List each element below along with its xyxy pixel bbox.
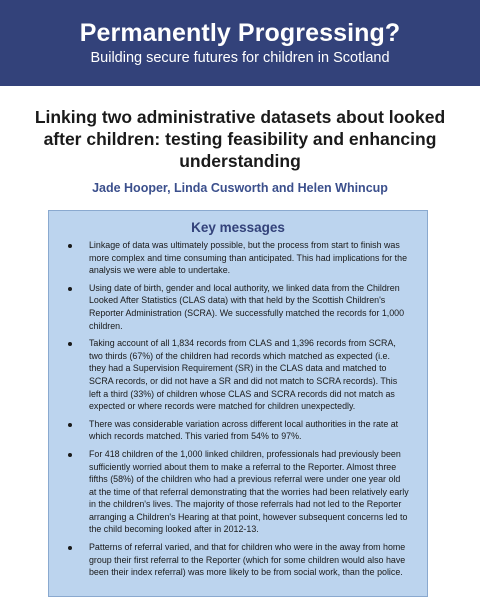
list-item: [49, 337, 427, 413]
bullet-icon: [68, 342, 72, 346]
list-item: [49, 418, 427, 443]
key-message-text: Linkage of data was ultimately possible, but the process from start to finish was more complex and time consuming than anticipated. This had implications for the analysis we were able to undertake.: [89, 240, 408, 276]
bullet-icon: [68, 423, 72, 427]
banner-subtitle: Building secure futures for children in Scotland: [90, 50, 390, 66]
bullet-icon: [68, 546, 72, 550]
key-messages-box: [48, 210, 428, 597]
bullet-icon: [68, 244, 72, 248]
bullet-icon: [68, 453, 72, 457]
list-item: [49, 282, 427, 332]
header-banner: [0, 0, 480, 86]
key-message-text: Using date of birth, gender and local authority, we linked data from the Children Looked After Statistics (CLAS data) with that held by the Scottish Children's Reporter Administration (SCRA). We successfully matched the records for 1,000 children.: [89, 282, 405, 331]
key-message-text: Taking account of all 1,834 records from CLAS and 1,396 records from SCRA, two thirds (67%) of the children had records which matched as expected (i.e. they had a Supervision Requirement (SR) in the CLAS data and matched to SCRA records, or did not have a SR and did not match to SCRA records). This left a third (33%) of children whose CLAS and SCRA records did not match as expected or where records were matched for children unexpectedly.: [89, 338, 398, 412]
list-item: [49, 541, 427, 579]
key-message-text: Patterns of referral varied, and that for children who were in the away from home group their first referral to the Reporter (which for some children would also have been their index referral) was more likely to be from social work, than the police.: [89, 542, 406, 578]
key-messages-list: [49, 239, 427, 584]
bullet-icon: [68, 287, 72, 291]
key-message-text: There was considerable variation across different local authorities in the rate at which records matched. This varied from 54% to 97%.: [89, 418, 399, 442]
key-messages-heading: Key messages: [191, 220, 285, 235]
banner-title: Permanently Progressing?: [79, 19, 401, 47]
list-item: [49, 448, 427, 536]
document-authors: Jade Hooper, Linda Cusworth and Helen Whincup: [92, 181, 388, 195]
key-message-text: For 418 children of the 1,000 linked children, professionals had previously been sufficiently worried about them to make a referral to the Reporter. Almost three fifths (58%) of the children who had a previous referral were under one year old at the time of that referral demonstrating that the worries had been relatively early in the children's lives. The majority of those referrals had not led to the Reporter arranging a Children's Hearing at that point, however subsequent concerns led to the child becoming looked after in 2012-13.: [89, 448, 409, 535]
document-title: Linking two administrative datasets about looked after children: testing feasibility and enhancing understanding: [34, 107, 446, 171]
list-item: [49, 239, 427, 277]
